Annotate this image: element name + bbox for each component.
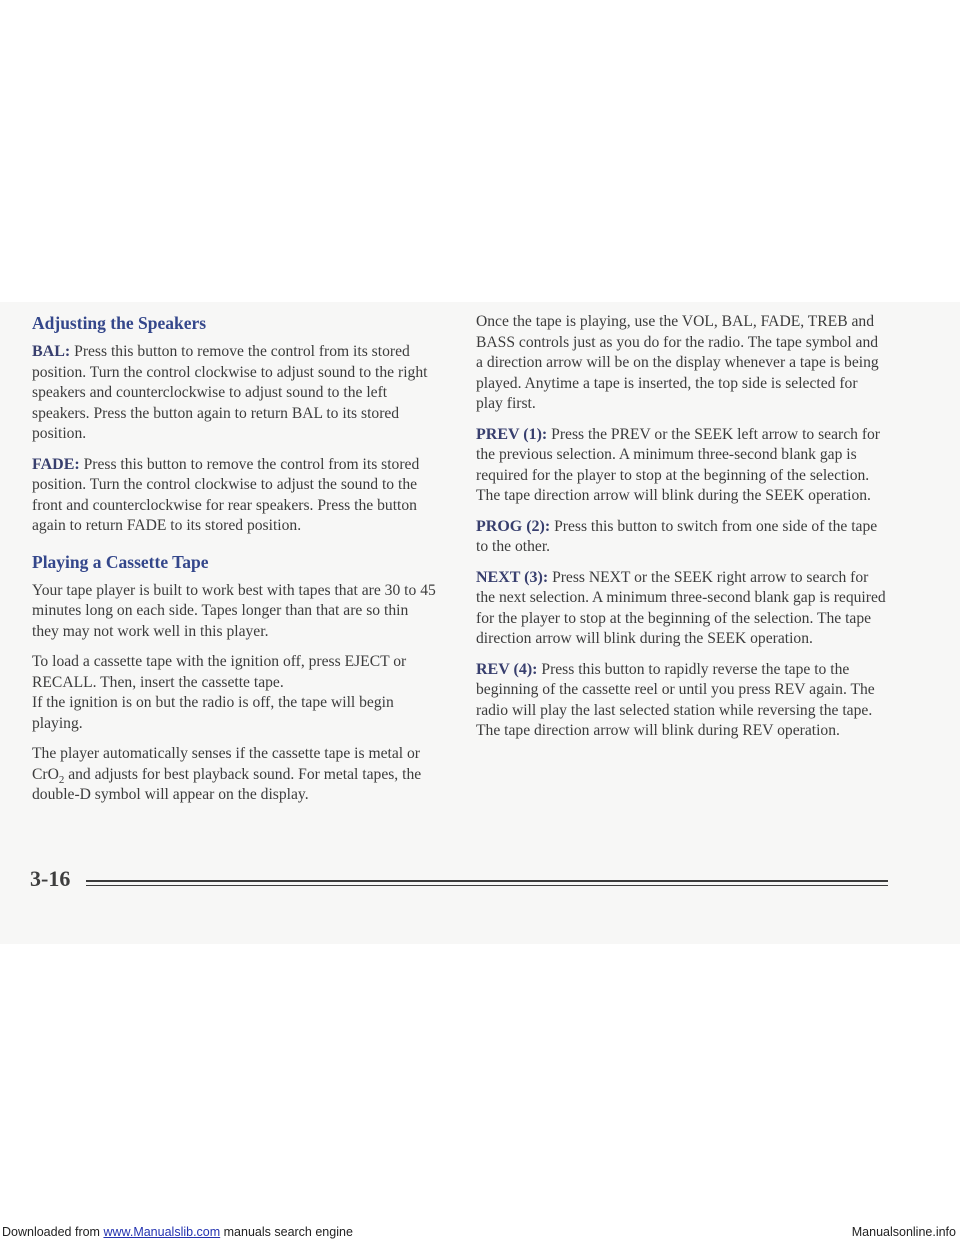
metal-tape-text-end: and adjusts for best playback sound. For metal tapes, the double-D symbol will appear on the display. [32, 765, 422, 803]
footer-prefix: Downloaded from [2, 1225, 104, 1239]
footer-watermark: Manualsonline.info [851, 1225, 956, 1239]
bal-term: BAL: [32, 343, 71, 360]
heading-adjusting-speakers: Adjusting the Speakers [32, 313, 207, 333]
prog-paragraph [476, 517, 888, 558]
footer-suffix: manuals search engine [220, 1225, 353, 1239]
next-paragraph [476, 568, 888, 650]
bal-paragraph [32, 342, 436, 445]
download-footer [0, 1222, 960, 1242]
rev-paragraph [476, 660, 888, 742]
prev-text: Press the PREV or the SEEK left arrow to search for the previous selection. A minimum three-second blank gap is required for the player to stop at the beginning of the selection. The tape direction arrow will blink during the SEEK operation. [476, 425, 880, 504]
heading-playing-cassette: Playing a Cassette Tape [32, 551, 209, 572]
footer-rule [86, 880, 888, 886]
next-text: Press NEXT or the SEEK right arrow to search for the next selection. A minimum three-second blank gap is required for the player to stop at the beginning of the selection. The tape direction arrow will blink during the SEEK operation. [476, 568, 886, 647]
metal-tape-paragraph [32, 744, 436, 806]
metal-tape-text-start: The player automatically senses if the cassette tape is metal or CrO [32, 745, 420, 783]
left-column [32, 312, 436, 816]
prog-text: Press this button to switch from one side of the tape to the other. [476, 517, 878, 555]
cro2-subscript: 2 [58, 773, 65, 786]
rev-text: Press this button to rapidly reverse the tape to the beginning of the cassette reel or until you press REV again. The radio will play the last selected station while reversing the tape. The tape direction arrow will blink during REV operation. [476, 660, 875, 739]
prog-term: PROG (2): [476, 517, 551, 535]
ignition-text: If the ignition is on but the radio is off, the tape will begin playing. [32, 694, 394, 732]
tape-length-paragraph: Your tape player is built to work best with tapes that are 30 to 45 minutes long on each side. Tapes longer than that are so thin they may not work well in this player. [32, 581, 436, 640]
load-tape-text: To load a cassette tape with the ignition off, press EJECT or RECALL. Then, insert the cassette tape. [32, 653, 407, 691]
rev-term: REV (4): [476, 660, 538, 678]
load-tape-paragraph [32, 652, 436, 734]
prev-term: PREV (1): [476, 425, 548, 443]
page-number: 3-16 [30, 866, 71, 891]
prev-paragraph [476, 425, 888, 507]
bal-text: Press this button to remove the control from its stored position. Turn the control clockwise to adjust sound to the right speakers and counterclockwise to adjust sound to the left speakers. Press the button again to return BAL to its stored position. [32, 343, 428, 442]
next-term: NEXT (3): [476, 568, 549, 586]
manualslib-link[interactable]: www.Manualslib.com [103, 1225, 221, 1239]
intro-paragraph: Once the tape is playing, use the VOL, BAL, FADE, TREB and BASS controls just as you do for the radio. The tape symbol and a direction arrow will be on the display whenever a tape is being played. Anytime a tape is inserted, the top side is selected for play first. [476, 313, 879, 412]
footer-left [2, 1222, 353, 1242]
fade-paragraph [32, 455, 436, 537]
right-column [476, 312, 888, 752]
fade-term: FADE: [32, 455, 80, 473]
fade-text: Press this button to remove the control from its stored position. Turn the control clockwise to adjust the sound to the front and counterclockwise for rear speakers. Press the button again to return FADE to its stored position. [32, 455, 420, 534]
